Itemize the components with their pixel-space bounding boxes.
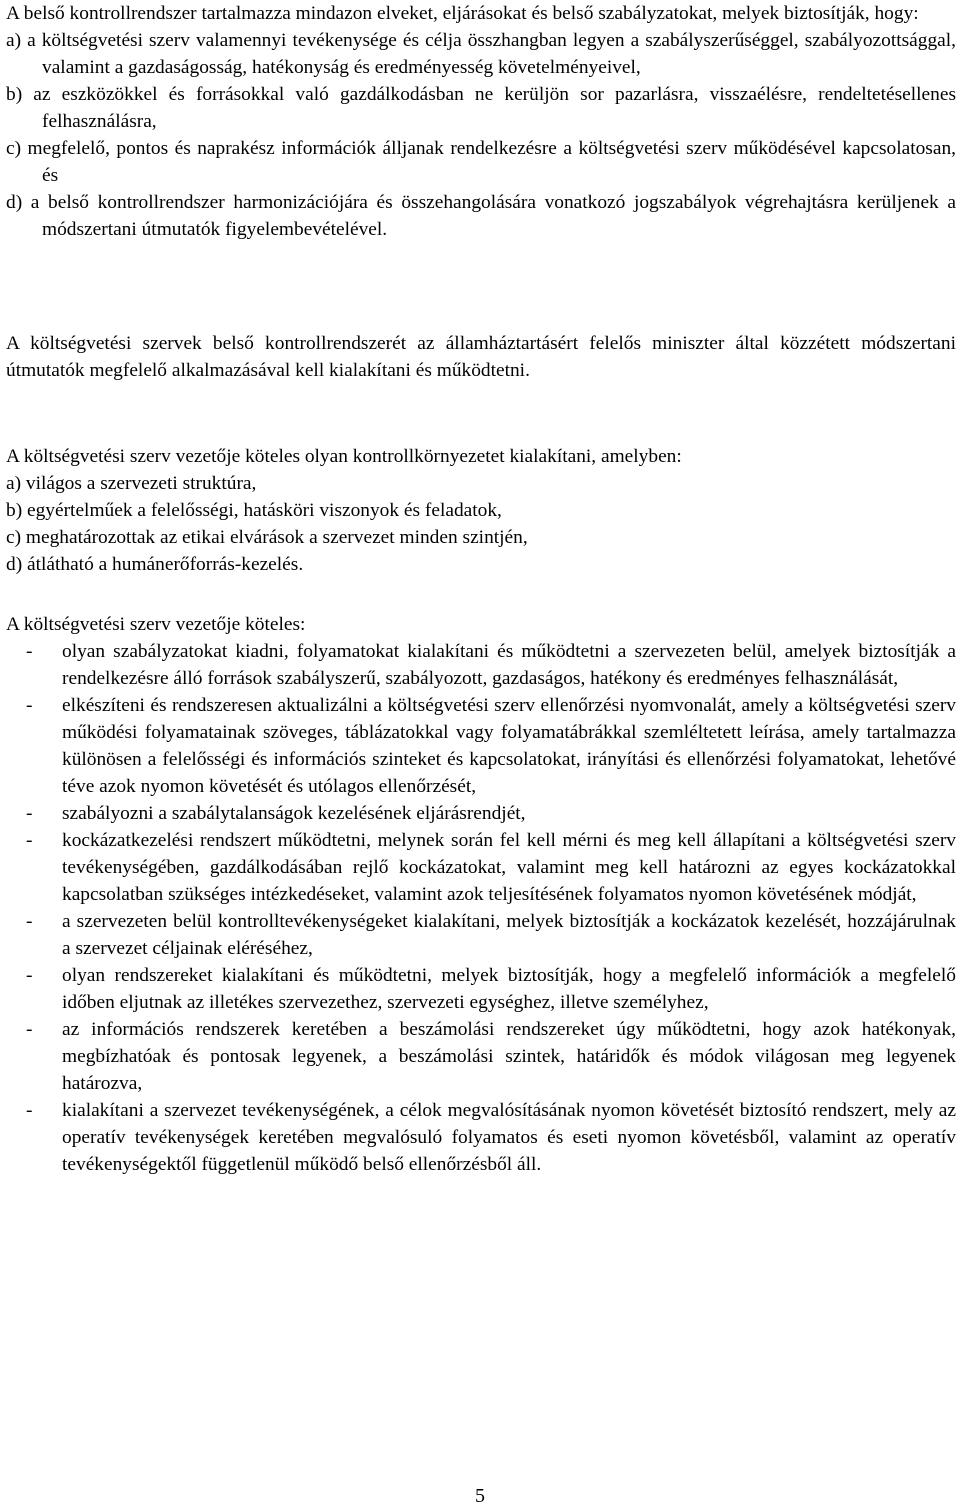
section-internal-control-system [6,0,956,243]
section1-intro: A belső kontrollrendszer tartalmazza mindazon elveket, eljárásokat és belső szabályzatokat, melyek biztosítják, hogy: [6,3,919,24]
list-item [6,962,956,1016]
list-item [6,638,956,692]
dash-bullet: - [26,830,33,851]
section3-item-c: c) meghatározottak az etikai elvárások a szervezet minden szintjén, [6,527,528,548]
section1-item-b: b) az eszközökkel és forrásokkal való gazdálkodásban ne kerüljön sor pazarlásra, visszaélésre, rendeltetésellenes felhasználásra, [6,84,956,132]
dash-bullet: - [26,641,33,662]
list-item [6,827,956,908]
dash-bullet: - [26,695,33,716]
list-item-text: kialakítani a szervezet tevékenységének, a célok megvalósításának nyomon követését biztosító rendszert, mely az operatív tevékenységek keretében megvalósuló folyamatos és eseti nyomon követésből, valamint az operatív tevékenységektől függetlenül működő belső ellenőrzésből áll. [62,1100,956,1175]
list-item [6,800,956,827]
dash-bullet: - [26,1019,33,1040]
list-item-text: az információs rendszerek keretében a beszámolási rendszereket úgy működtetni, hogy azok hatékonyak, megbízhatóak és pontosak legyenek, a beszámolási szintek, határidők és módok világosan meg legyenek határozva, [62,1019,956,1094]
list-item-text: elkészíteni és rendszeresen aktualizálni a költségvetési szerv ellenőrzési nyomvonalát, amely a költségvetési szerv működési folyamatainak szöveges, táblázatokkal vagy folyamatábrákkal szemléltetett leírása, amely tartalmazza különösen a felelősségi és információs szinteket és kapcsolatokat, irányítási és ellenőrzési folyamatokat, lehetővé téve azok nyomon követését és utólagos ellenőrzését, [62,695,956,797]
section-manager-duties [6,611,956,1178]
list-item-text: a szervezeten belül kontrolltevékenységeket kialakítani, melyek biztosítják a kockázatok kezelését, hozzájárulnak a szervezet céljainak eléréséhez, [62,911,956,959]
section3-item-a: a) világos a szervezeti struktúra, [6,473,257,494]
list-item [6,692,956,800]
list-item-text: olyan rendszereket kialakítani és működtetni, melyek biztosítják, hogy a megfelelő információk a megfelelő időben eljutnak az illetékes szervezethez, szervezeti egységhez, illetve személyhez, [62,965,956,1013]
section1-item-c: c) megfelelő, pontos és naprakész információk álljanak rendelkezésre a költségvetési szerv működésével kapcsolatosan, és [6,138,956,186]
section-control-environment [6,443,956,578]
dash-bullet: - [26,965,33,986]
section3-item-b: b) egyértelműek a felelősségi, hatásköri viszonyok és feladatok, [6,500,502,521]
list-item [6,908,956,962]
section4-intro: A költségvetési szerv vezetője köteles: [6,614,306,635]
page-number: 5 [475,1485,485,1507]
list-item-text: kockázatkezelési rendszert működtetni, melynek során fel kell mérni és meg kell állapítani a költségvetési szerv tevékenységében, gazdálkodásában rejlő kockázatokat, valamint meg kell határozni az egyes kockázatokkal kapcsolatban szükséges intézkedéseket, valamint azok teljesítésének folyamatos nyomon követésének módját, [62,830,956,905]
dash-bullet: - [26,803,33,824]
dash-bullet: - [26,911,33,932]
section2-text: A költségvetési szervek belső kontrollrendszerét az államháztartásért felelős miniszter által közzétett módszertani útmutatók megfelelő alkalmazásával kell kialakítani és működtetni. [6,333,956,381]
section1-item-a: a) a költségvetési szerv valamennyi tevékenysége és célja összhangban legyen a szabályszerűséggel, szabályozottsággal, valamint a gazdaságosság, hatékonyság és eredményesség követelményeivel, [6,30,956,78]
list-item [6,1097,956,1178]
list-item-text: olyan szabályzatokat kiadni, folyamatokat kialakítani és működtetni a szervezeten belül, amelyek biztosítják a rendelkezésre álló források szabályszerű, szabályozott, gazdaságos, hatékony és eredményes felhasználását, [62,641,956,689]
dash-bullet: - [26,1100,33,1121]
section3-intro: A költségvetési szerv vezetője köteles olyan kontrollkörnyezetet kialakítani, amelyben: [6,446,682,467]
duties-list [6,638,956,1178]
section-methodology [6,330,956,384]
list-item-text: szabályozni a szabálytalanságok kezelésének eljárásrendjét, [62,803,526,824]
section1-item-d: d) a belső kontrollrendszer harmonizációjára és összehangolására vonatkozó jogszabályok végrehajtásra kerüljenek a módszertani útmutatók figyelembevételével. [6,192,956,240]
section3-item-d: d) átlátható a humánerőforrás-kezelés. [6,554,304,575]
list-item [6,1016,956,1097]
